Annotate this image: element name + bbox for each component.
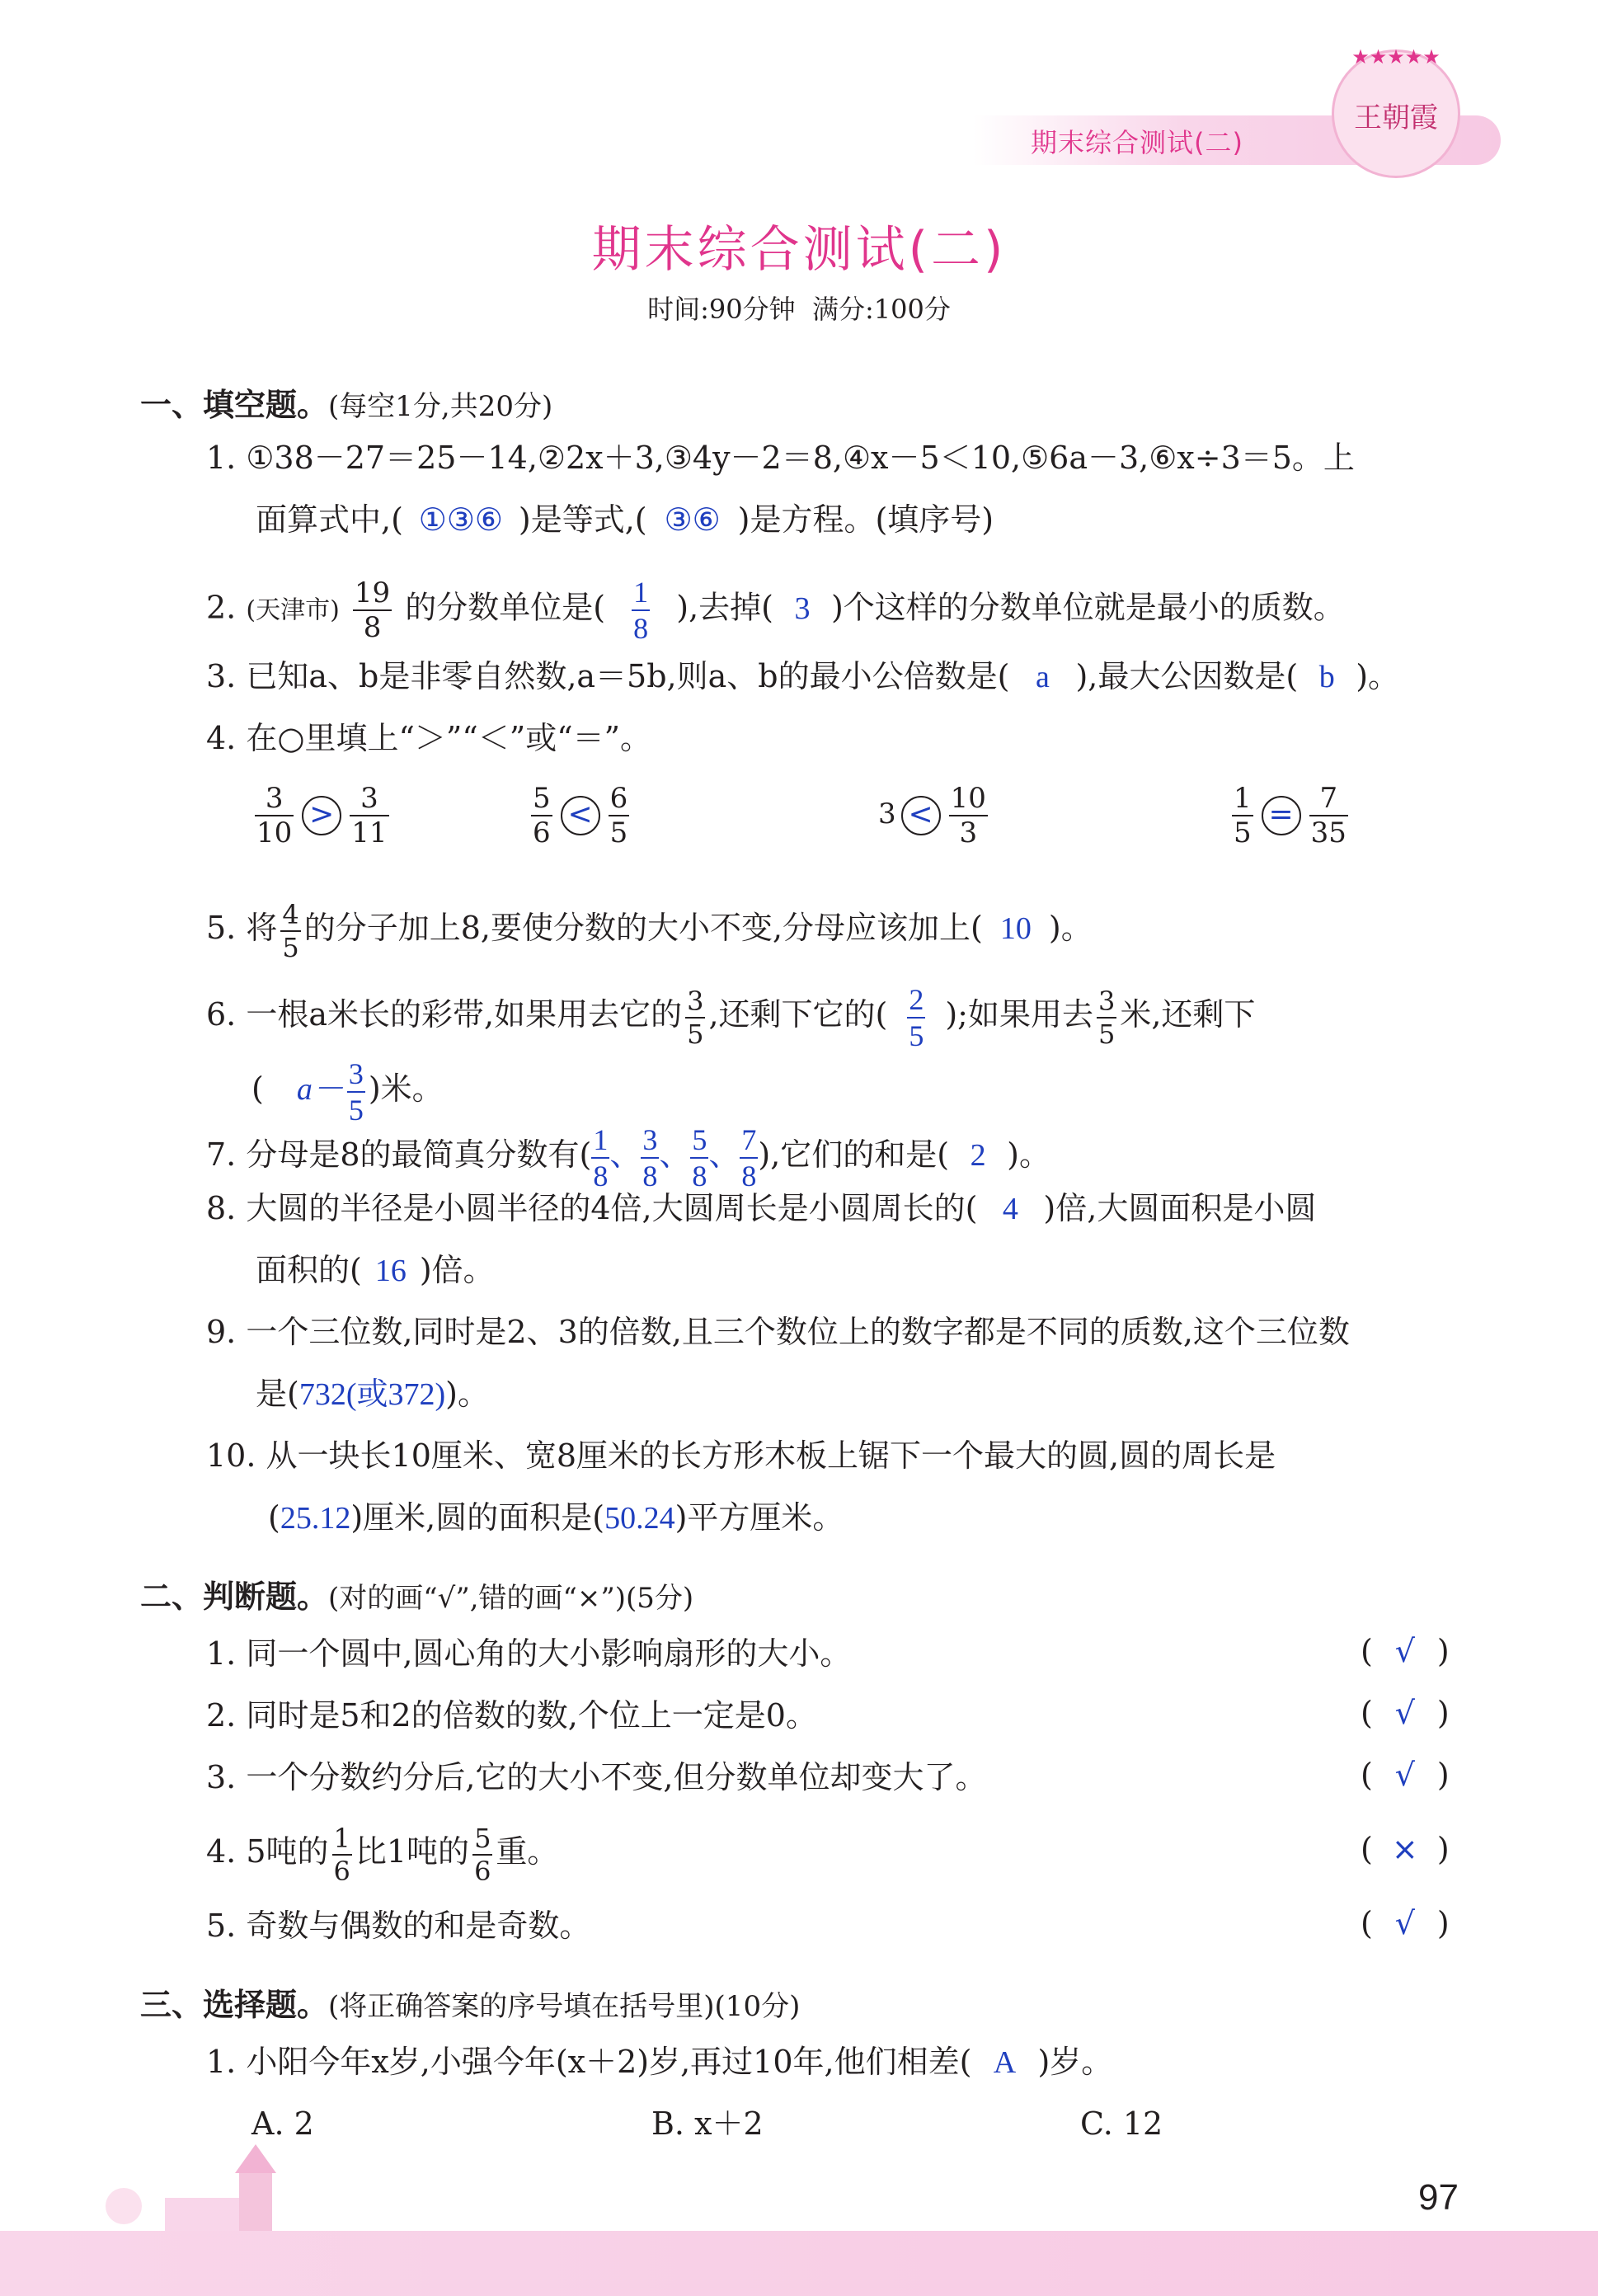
q7-sep-3: 、 — [708, 1138, 740, 1173]
castle-tower — [239, 2173, 272, 2231]
q10-answer-1: 25.12 — [280, 1501, 351, 1536]
q5-fraction-num: 4 — [282, 898, 299, 930]
running-title: 期末综合测试(二) — [1031, 127, 1243, 158]
choice-q1-option-c: C. 12 — [1080, 2105, 1163, 2142]
q6-fraction-1-den: 5 — [687, 1018, 704, 1050]
section2-heading — [140, 1571, 693, 1616]
q1-answer-2: ③⑥ — [664, 503, 721, 538]
q6-text-d: 米,还剩下 — [1120, 996, 1256, 1033]
q4-c2-sign: < — [561, 796, 600, 835]
q2-num: 2. — [206, 589, 237, 626]
page-number: 97 — [1418, 2177, 1459, 2218]
q1-text-c: )是等式,( — [518, 501, 647, 538]
q6-fraction-2-num: 3 — [1097, 985, 1116, 1017]
judge-4-fraction-2-den: 6 — [474, 1855, 491, 1887]
q4-c4-right-den: 35 — [1310, 816, 1347, 849]
judge-5-mark: √ — [1394, 1905, 1415, 1941]
q6-fraction-2-den: 5 — [1097, 1018, 1116, 1050]
judge-4-close: ) — [1436, 1831, 1450, 1867]
q7-answer-frac-4 — [740, 1122, 758, 1193]
q6-text-f: )米。 — [368, 1070, 444, 1107]
q3-answer-1: a — [1036, 660, 1050, 694]
q7-answer-frac-3 — [690, 1122, 708, 1193]
judge-3-open: ( — [1361, 1757, 1373, 1793]
judge-answer-1 — [1361, 1633, 1450, 1669]
q4-compare-1 — [251, 771, 392, 854]
q6-answer-1 — [907, 982, 925, 1052]
q8-answer-1: 4 — [1002, 1192, 1018, 1226]
q4-c2-left-den: 6 — [533, 816, 551, 849]
q4-c3-sign: < — [901, 796, 941, 835]
q4-c1-left-den: 10 — [256, 816, 293, 849]
q5-text-b: 的分子加上8,要使分数的大小不变,分母应该加上( — [303, 910, 983, 946]
q4-c2-right-den: 5 — [609, 816, 628, 849]
q7-answer-frac-2 — [641, 1122, 659, 1193]
q1-line1: 1. ①38－27＝25－14,②2x＋3,③4y－2＝8,④x－5＜10,⑤6a－3,⑥x÷3＝5。上 — [206, 440, 1355, 476]
q4-c1-right-num: 3 — [350, 784, 388, 816]
section1-note: (每空1分,共20分) — [328, 390, 553, 423]
judge-4-text-c: 重。 — [496, 1833, 559, 1870]
q2-tag: (天津市) — [246, 595, 340, 625]
choice-q1-line — [206, 2041, 1112, 2083]
logo-badge — [1332, 45, 1460, 178]
judge-2-mark: √ — [1394, 1695, 1415, 1731]
page-subtitle: 时间:90分钟 满分:100分 — [647, 294, 951, 325]
q2-answer-1 — [632, 577, 650, 643]
q8-text-c: 面积的( — [256, 1252, 362, 1288]
section1-heading — [140, 379, 552, 425]
page-title: 期末综合测试(二) — [591, 221, 1007, 279]
judge-5-close: ) — [1436, 1905, 1450, 1941]
q6-answer-2-num: 3 — [347, 1059, 365, 1093]
q6-answer-1-den: 5 — [909, 1019, 924, 1052]
q7-answer-frac-3-num: 5 — [690, 1125, 708, 1159]
q4-c4-right — [1309, 781, 1348, 849]
q2-answer-1-den: 8 — [633, 612, 649, 645]
q8-answer-2: 16 — [374, 1254, 407, 1288]
section2-title: 二、判断题。 — [140, 1578, 329, 1615]
judge-4-text-b: 比1吨的 — [355, 1833, 470, 1870]
q4-compare-3 — [878, 771, 991, 855]
judge-4-open: ( — [1361, 1831, 1373, 1867]
judge-5-open: ( — [1361, 1905, 1373, 1941]
q3-answer-2: b — [1318, 660, 1335, 694]
q2-text-b: ),去掉( — [676, 589, 773, 626]
judge-2-close: ) — [1436, 1695, 1450, 1731]
q9-answer: 732(或372) — [298, 1377, 446, 1412]
q2-line — [206, 577, 1345, 643]
q1-answer-1: ①③⑥ — [418, 503, 503, 538]
q4-c4-sign: = — [1262, 796, 1301, 835]
q4-c2-right-num: 6 — [609, 781, 628, 815]
judge-item-3: 3. 一个分数约分后,它的大小不变,但分数单位却变大了。 — [206, 1759, 987, 1795]
q6-fraction-1-num: 3 — [687, 985, 704, 1017]
q5-fraction — [280, 898, 300, 963]
q7-text-b: ),它们的和是( — [758, 1136, 950, 1173]
q7-answer-frac-2-den: 8 — [642, 1159, 658, 1193]
q8-line2 — [256, 1249, 495, 1292]
q5-text-c: )。 — [1048, 910, 1093, 946]
q7-answer-frac-4-den: 8 — [741, 1159, 757, 1193]
q4-c2-left-num: 5 — [533, 781, 551, 815]
judge-4-fraction-1 — [332, 1822, 352, 1887]
q4-c4-left-den: 5 — [1234, 816, 1252, 849]
section3-title: 三、选择题。 — [140, 1987, 329, 2023]
q8-text-a: 8. 大圆的半径是小圆半径的4倍,大圆周长是小圆周长的( — [206, 1190, 978, 1226]
q7-text-c: )。 — [1007, 1136, 1050, 1173]
q7-answer-2: 2 — [970, 1138, 986, 1173]
section3-note: (将正确答案的序号填在括号里)(10分) — [328, 1990, 801, 2023]
judge-answer-3 — [1361, 1757, 1450, 1793]
q2-text-a: 的分数单位是( — [405, 589, 606, 626]
q10-text-d: )平方厘米。 — [674, 1499, 844, 1536]
q6-line1 — [206, 973, 1255, 1056]
q4-compare-4 — [1229, 771, 1351, 854]
section2-note: (对的画“√”,错的画“×”)(5分) — [328, 1582, 694, 1615]
q10-text-b: ( — [268, 1499, 280, 1536]
judge-3-mark: √ — [1394, 1757, 1415, 1793]
q9-text-c: )。 — [445, 1376, 489, 1412]
q6-text-e: ( — [251, 1070, 264, 1107]
q4-c2-right — [609, 781, 630, 849]
q7-line — [206, 1113, 1050, 1197]
q4-c1-right — [350, 781, 388, 849]
q4-compare-2 — [528, 771, 632, 854]
q7-answer-frac-1-num: 1 — [591, 1125, 609, 1159]
footer-band — [0, 2231, 1598, 2296]
q10-text-c: )厘米,圆的面积是( — [350, 1499, 605, 1536]
q4-c4-left — [1232, 781, 1253, 849]
q3-text-b: ),最大公因数是( — [1075, 658, 1299, 694]
q4-c1-left — [255, 781, 294, 849]
section3-heading — [140, 1979, 800, 2025]
q4-c3-left: 3 — [878, 797, 896, 830]
judge-item-5: 5. 奇数与偶数的和是奇数。 — [206, 1908, 591, 1944]
q5-text-a: 5. 将 — [206, 910, 278, 946]
section1-title: 一、填空题。 — [140, 387, 329, 423]
q4-c3-right-num: 10 — [950, 781, 986, 815]
q3-line — [206, 656, 1399, 698]
judge-4-text-a: 4. 5吨的 — [206, 1833, 329, 1870]
q4-c3-right-den: 3 — [959, 816, 978, 849]
judge-4-fraction-2 — [472, 1822, 492, 1887]
q3-text-a: 3. 已知a、b是非零自然数,a＝5b,则a、b的最小公倍数是( — [206, 658, 1010, 694]
q2-fraction-num: 19 — [354, 576, 391, 609]
q4-c1-left-num: 3 — [255, 784, 294, 816]
q2-fraction — [353, 576, 392, 644]
q4-c4-left-num: 1 — [1234, 781, 1252, 815]
q6-text-c: );如果用去 — [945, 996, 1093, 1033]
q10-line1: 10. 从一块长10厘米、宽8厘米的长方形木板上锯下一个最大的圆,圆的周长是 — [206, 1437, 1276, 1474]
q7-sep-1: 、 — [609, 1138, 642, 1173]
q1-text-b: 面算式中,( — [256, 501, 403, 538]
judge-answer-2 — [1361, 1695, 1450, 1731]
q7-sep-2: 、 — [659, 1138, 691, 1173]
judge-item-1: 1. 同一个圆中,圆心角的大小影响扇形的大小。 — [206, 1635, 852, 1672]
q2-answer-1-num: 1 — [632, 577, 650, 611]
choice-q1-text-b: )岁。 — [1037, 2044, 1113, 2080]
castle-roof — [235, 2144, 276, 2173]
q10-line2 — [268, 1497, 844, 1539]
q7-answer-frac-4-num: 7 — [740, 1125, 758, 1159]
judge-4-fraction-1-den: 6 — [333, 1855, 350, 1887]
q4-c1-right-den: 11 — [351, 816, 388, 849]
q6-fraction-1 — [685, 985, 705, 1050]
judge-answer-5 — [1361, 1905, 1450, 1941]
judge-item-4 — [206, 1810, 558, 1893]
q4-c4-right-num: 7 — [1309, 784, 1348, 816]
choice-q1-option-a: A. 2 — [251, 2105, 314, 2142]
q4-c1-sign: > — [302, 796, 341, 835]
castle-illustration — [91, 2140, 338, 2235]
judge-answer-4 — [1361, 1831, 1450, 1867]
castle-tree — [106, 2188, 142, 2224]
choice-q1-option-b: B. x＋2 — [651, 2105, 764, 2142]
q4-c2-left — [531, 781, 552, 849]
q6-answer-1-num: 2 — [907, 985, 925, 1019]
logo-text: 王朝霞 — [1354, 101, 1438, 134]
q4-line: 4. 在○里填上“＞”“＜”或“＝”。 — [206, 720, 652, 756]
q8-text-b: )倍,大圆面积是小圆 — [1043, 1190, 1317, 1226]
choice-q1-answer: A — [993, 2045, 1017, 2080]
q5-line — [206, 891, 1093, 966]
judge-1-close: ) — [1436, 1633, 1450, 1669]
castle-wall — [165, 2198, 239, 2231]
judge-item-2: 2. 同时是5和2的倍数的数,个位上一定是0。 — [206, 1697, 817, 1734]
q3-text-c: )。 — [1356, 658, 1400, 694]
judge-1-open: ( — [1361, 1633, 1373, 1669]
q1-line2 — [256, 499, 994, 541]
q1-text-d: )是方程。(填序号) — [737, 501, 994, 538]
q4-c3-right — [949, 781, 988, 849]
q7-answer-frac-3-den: 8 — [692, 1159, 707, 1193]
q2-fraction-den: 8 — [363, 611, 382, 644]
judge-3-close: ) — [1436, 1757, 1450, 1793]
q9-line2 — [256, 1373, 489, 1415]
q6-answer-2-den: 5 — [348, 1093, 364, 1127]
q8-line1 — [206, 1188, 1316, 1230]
q6-answer-2-prefix: a－ — [296, 1072, 344, 1107]
q6-text-a: 6. 一根a米长的彩带,如果用去它的 — [206, 996, 683, 1033]
q6-fraction-2 — [1097, 985, 1116, 1050]
judge-4-fraction-2-num: 5 — [474, 1822, 491, 1854]
q5-answer: 10 — [999, 911, 1032, 946]
q9-line1: 9. 一个三位数,同时是2、3的倍数,且三个数位上的数字都是不同的质数,这个三位数 — [206, 1314, 1350, 1350]
judge-2-open: ( — [1361, 1695, 1373, 1731]
q2-text-c: )个这样的分数单位就是最小的质数。 — [830, 589, 1345, 626]
q8-text-d: )倍。 — [419, 1252, 495, 1288]
judge-1-mark: √ — [1394, 1633, 1415, 1669]
choice-q1-text-a: 1. 小阳今年x岁,小强今年(x＋2)岁,再过10年,他们相差( — [206, 2044, 972, 2080]
q6-text-b: ,还剩下它的( — [708, 996, 888, 1033]
q7-answer-frac-2-num: 3 — [641, 1125, 659, 1159]
q7-answer-frac-1-den: 8 — [593, 1159, 609, 1193]
q9-text-b: 是( — [256, 1376, 299, 1412]
q7-answer-frac-1 — [591, 1122, 609, 1193]
logo-stars: ★★★★★ — [1351, 45, 1441, 68]
judge-4-fraction-1-num: 1 — [333, 1822, 350, 1854]
q7-text-a: 7. 分母是8的最简真分数有( — [206, 1136, 592, 1173]
q2-answer-2: 3 — [794, 590, 811, 626]
judge-4-mark: × — [1391, 1831, 1418, 1867]
q10-answer-2: 50.24 — [604, 1501, 675, 1536]
q5-fraction-den: 5 — [282, 931, 299, 963]
